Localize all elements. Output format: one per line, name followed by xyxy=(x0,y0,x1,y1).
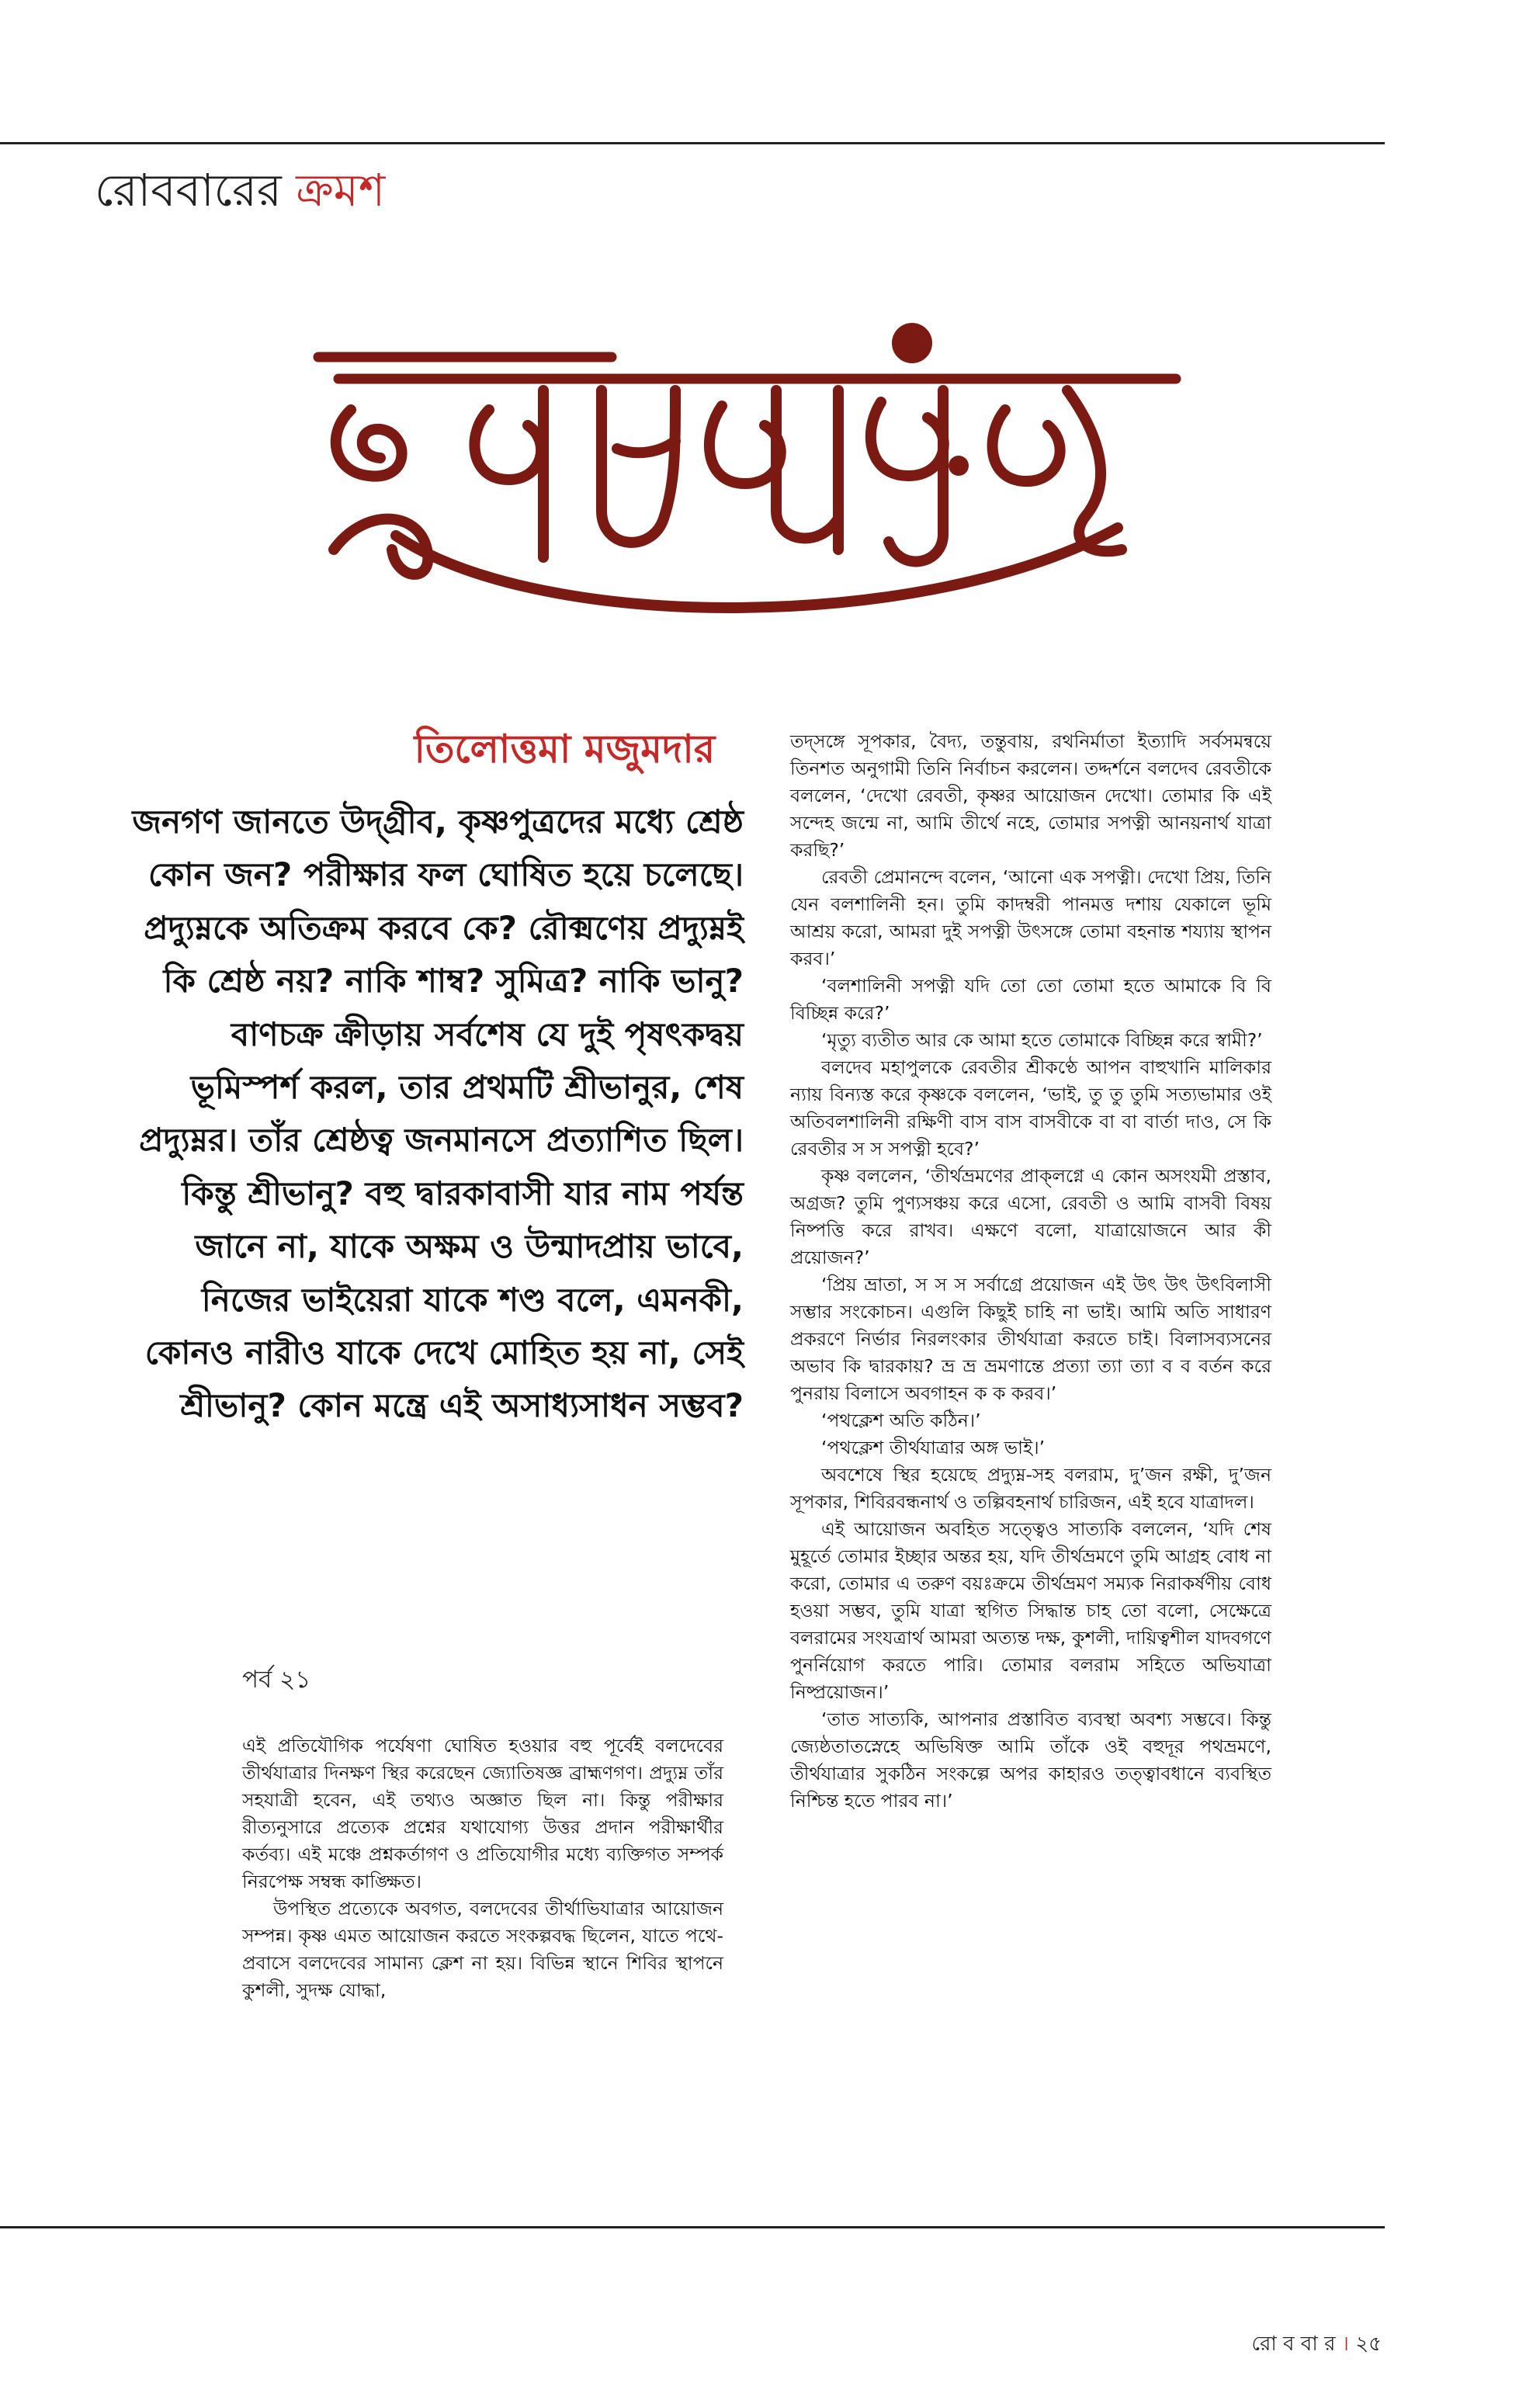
author-name: তিলোত্তমা মজুমদার xyxy=(414,727,716,772)
paragraph: ‘প্রিয় ভ্রাতা, স স স সর্বাগ্রে প্রয়োজন এই উৎ উৎ উৎবিলাসী সম্ভার সংকোচন। এগুলি কিছুই চাহি না ভাই। আমি অতি সাধারণ প্রকরণে নির্ভার নিরলংকার তীর্থযাত্রা করতে চাই। বিলাসব্যসনের অভাব কি দ্বারকায়? ভ্র ভ্র ভ্রমণান্তে প্রত্যা ত্যা ত্যা ব ব বর্তন করে পুনরায় বিলাসে অবগাহন ক ক করব।’ xyxy=(790,1274,1271,1404)
paragraph: অবশেষে স্থির হয়েছে প্রদ্যুম্ন-সহ বলরাম, দু’জন রক্ষী, দু’জন সূপকার, শিবিরবন্ধনার্থ ও তল্পিবহনার্থ চারিজন, এই হবে যাত্রাদল। xyxy=(790,1464,1271,1513)
episode-number: পর্ব ২১ xyxy=(242,1666,311,1694)
logo-swash xyxy=(396,528,1118,608)
page-folio xyxy=(1242,2330,1382,2358)
paragraph: এই আয়োজন অবহিত সত্ত্বেও সাত্যকি বললেন, ‘যদি শেষ মুহূর্তে তোমার ইচ্ছার অন্তর হয়, যদি তীর্থভ্রমণে তুমি আগ্রহ বোধ না করো, তোমার এ তরুণ বয়ঃক্রমে তীর্থভ্রমণ সম্যক নিরাকর্ষণীয় বোধ হওয়া সম্ভব, তুমি যাত্রা স্থগিত সিদ্ধান্ত চাহ তো বলো, সেক্ষেত্রে বলরামের সংযত্রার্থ আমরা অত্যন্ত দক্ষ, কুশলী, দায়িত্বশীল যাদবগণে পুনর্নিয়োগ করতে পারি। তোমার বলরাম সহিতে অভিযাত্রা নিষ্প্রয়োজন।’ xyxy=(790,1518,1271,1703)
folio-separator: । xyxy=(1341,2332,1349,2356)
logo-dot xyxy=(892,323,932,363)
body-column-left xyxy=(242,1732,723,2004)
paragraph: ‘মৃত্যু ব্যতীত আর কে আমা হতে তোমাকে বিচ্ছিন্ন করে স্বামী?’ xyxy=(821,1029,1263,1051)
logo-dot-small xyxy=(949,456,969,476)
logo-glyph-4 xyxy=(709,390,838,550)
paragraph: কৃষ্ণ বললেন, ‘তীর্থভ্রমণের প্রাক্‌লগ্নে এ কোন অসংযমী প্রস্তাব, অগ্রজ? তুমি পুণ্যসঞ্চয় করে এসো, রেবতী ও আমি বাসবী বিষয় নিষ্পত্তি করে রাখব। এক্ষণে বলো, যাত্রায়োজনে আর কী প্রয়োজন?’ xyxy=(790,1165,1271,1268)
paragraph: রেবতী প্রেমানন্দে বলেন, ‘আনো এক সপত্নী। দেখো প্রিয়, তিনি যেন বলশালিনী হন। তুমি কাদম্বরী পানমত্ত দশায় যেকালে ভূমি আশ্রয় করো, আমরা দুই সপত্নী উৎসঙ্গে তোমা বহনান্ত শয্যায় স্থাপন করব।’ xyxy=(790,866,1271,969)
bottom-rule xyxy=(0,2226,1385,2228)
paragraph: ‘পথক্লেশ অতি কঠিন।’ xyxy=(821,1410,981,1431)
section-label xyxy=(95,159,385,221)
logo-glyph-2 xyxy=(474,390,543,557)
page-number: ২৫ xyxy=(1355,2332,1382,2356)
paragraph: ‘বলশালিনী সপত্নী যদি তো তো তোমা হতে আমাকে বি বি বিচ্ছিন্ন করে?’ xyxy=(790,975,1271,1024)
section-label-accent: ক্রমশ xyxy=(296,164,386,217)
folio-name: রো ব বা র xyxy=(1251,2332,1336,2356)
top-rule xyxy=(0,142,1385,144)
paragraph: এই প্রতিযৌগিক পর্যেষণা ঘোষিত হওয়ার বহু পূর্বেই বলদেবের তীর্থযাত্রার দিনক্ষণ স্থির করেছেন জ্যোতিষজ্ঞ ব্রাহ্মণগণ। প্রদ্যুম্ন তাঁর সহযাত্রী হবেন, এই তথ্যও অজ্ঞাত ছিল না। কিন্তু পরীক্ষার রীত্যনুসারে প্রত্যেক প্রশ্নের যথাযোগ্য উত্তর প্রদান পরীক্ষার্থীর কর্তব্য। এই মঞ্চে প্রশ্নকর্তাগণ ও প্রতিযোগীর মধ্যে ব্যক্তিগত সম্পর্ক নিরপেক্ষ সম্বন্ধ কাঙ্ক্ষিত। xyxy=(242,1735,723,1892)
intro-blurb: জনগণ জানতে উদ্গ্রীব, কৃষ্ণপুত্রদের মধ্যে শ্রেষ্ঠ কোন জন? পরীক্ষার ফল ঘোষিত হয়ে চলেছে। প্রদ্যুম্নকে অতিক্রম করবে কে? রৌক্মণেয় প্রদ্যুম্নই কি শ্রেষ্ঠ নয়? নাকি শাম্ব? সুমিত্র? নাকি ভানু? বাণচক্র ক্রীড়ায় সর্বশেষ যে দুই পৃষৎকদ্বয় ভূমিস্পর্শ করল, তার প্রথমটি শ্রীভানুর, শেষ প্রদ্যুম্নর। তাঁর শ্রেষ্ঠত্ব জনমানসে প্রত্যাশিত ছিল। কিন্তু শ্রীভানু? বহু দ্বারকাবাসী যার নাম পর্যন্ত জানে না, যাকে অক্ষম ও উন্মাদপ্রায় ভাবে, নিজের ভাইয়েরা যাকে শণ্ড বলে, এমনকী, কোনও নারীও যাকে দেখে মোহিত হয় না, সেই শ্রীভানু? কোন মন্ত্রে এই অসাধ্যসাধন সম্ভব? xyxy=(132,803,744,1425)
paragraph: উপস্থিত প্রত্যেকে অবগত, বলদেবের তীর্থাভিযাত্রার আয়োজন সম্পন্ন। কৃষ্ণ এমত আয়োজন করতে সংকল্পবদ্ধ ছিলেন, যাতে পথে-প্রবাসে বলদেবের সামান্য ক্লেশ না হয়। বিভিন্ন স্থানে শিবির স্থাপনে কুশলী, সুদক্ষ যোদ্ধা, xyxy=(242,1898,723,2001)
paragraph: ‘পথক্লেশ তীর্থযাত্রার অঙ্গ ভাই।’ xyxy=(821,1437,1046,1458)
paragraph: বলদেব মহাপুলকে রেবতীর শ্রীকণ্ঠে আপন বাহুখানি মালিকার ন্যায় বিন্যস্ত করে কৃষ্ণকে বললেন, ‘ভাই, তু তু তুমি সত্যভামার ওই অতিবলশালিনী রক্ষিণী বাস বাস বাসবীকে বা বা বার্তা দাও, সে কি রেবতীর স স সপত্নী হবে?’ xyxy=(790,1056,1271,1160)
logo-glyph-6 xyxy=(993,390,1122,551)
paragraph: ‘তাত সাত্যকি, আপনার প্রস্তাবিত ব্যবস্থা অবশ্য সম্ভবে। কিন্তু জ্যেষ্ঠতাতস্নেহে অভিষিক্ত আমি তাঁকে ওই বহুদূর পথভ্রমণে, তীর্থযাত্রার সুকঠিন সংকল্পে অপর কাহারও তত্ত্বাবধানে ব্যবস্থিত নিশ্চিন্ত হতে পারব না।’ xyxy=(790,1708,1271,1812)
logo-glyph-3 xyxy=(602,390,675,543)
body-column-right xyxy=(790,728,1271,1815)
paragraph: তদ্সঙ্গে সূপকার, বৈদ্য, তন্তুবায়, রথনির্মাতা ইত্যাদি সর্বসমন্বয়ে তিনশত অনুগামী তিনি নির্বাচন করলেন। তদ্দর্শনে বলদেব রেবতীকে বললেন, ‘দেখো রেবতী, কৃষ্ণর আয়োজন দেখো। তোমার কি এই সন্দেহ জন্মে না, আমি তীর্থে নহে, তোমার সপত্নী আনয়নার্থ যাত্রা করছি?’ xyxy=(790,730,1271,861)
logo-glyph-5 xyxy=(871,390,944,561)
section-label-main: রোববারের xyxy=(95,164,297,217)
series-logo xyxy=(310,317,1188,623)
